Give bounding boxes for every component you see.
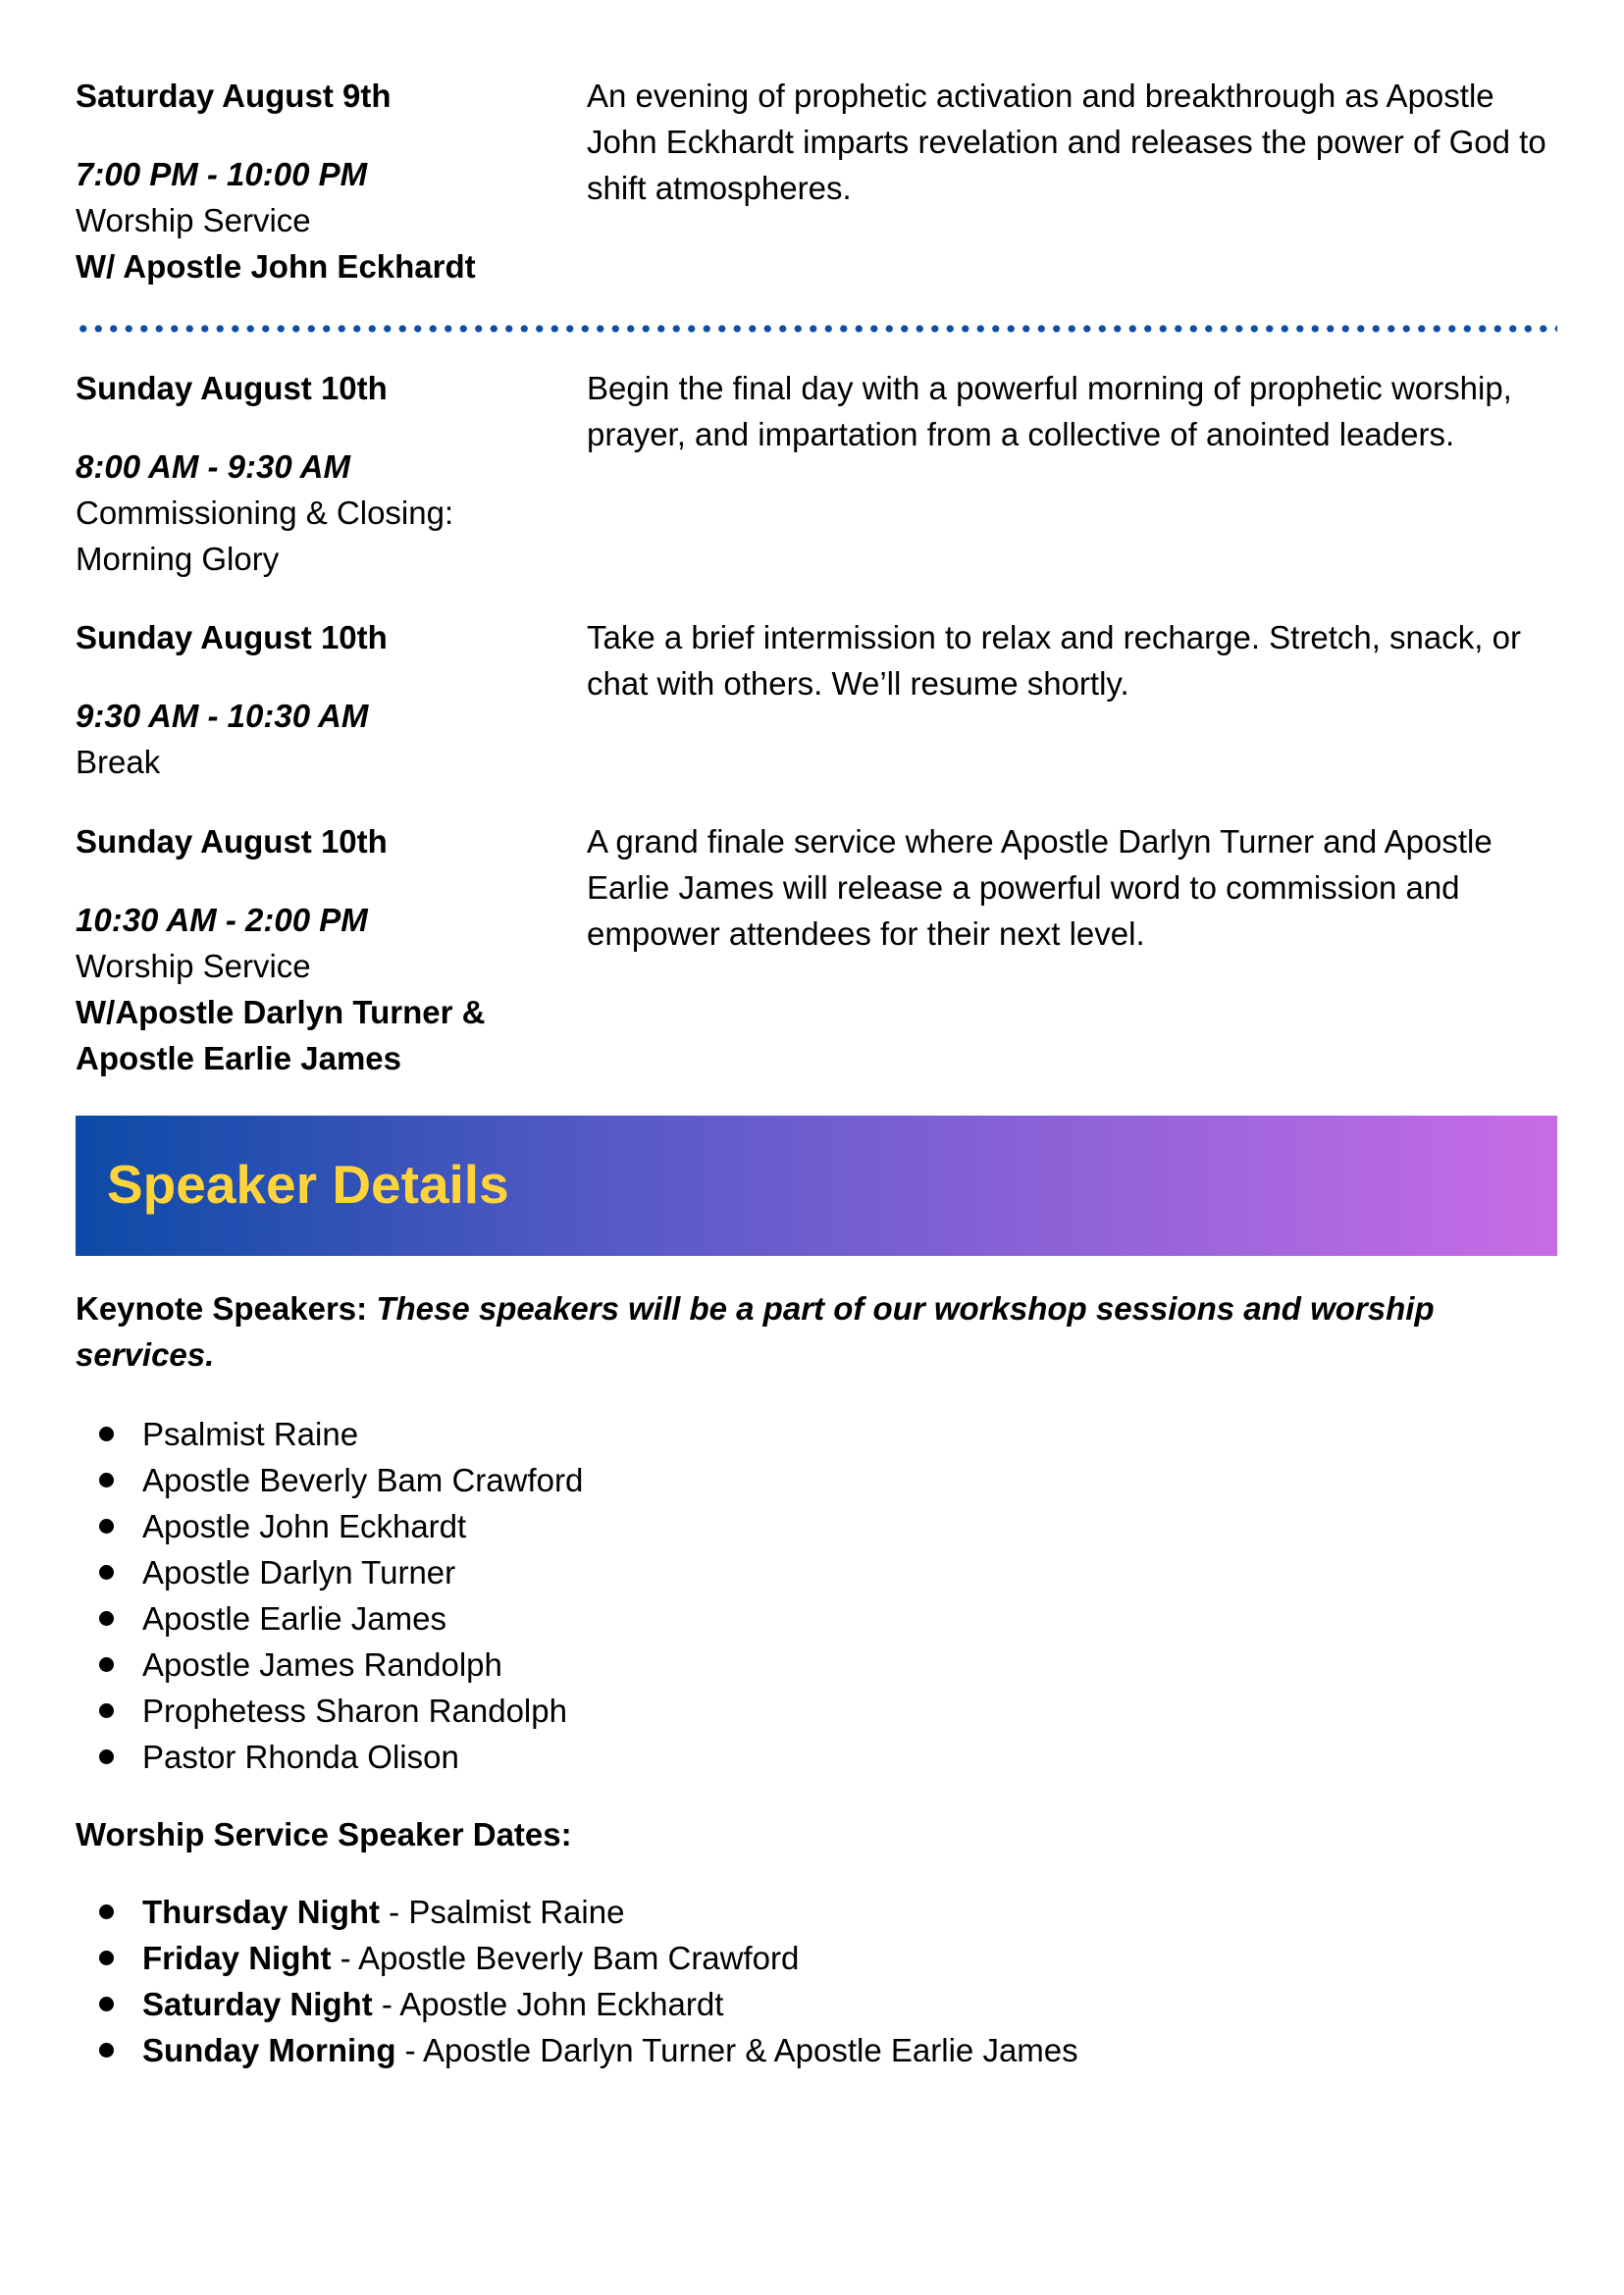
service-speaker: - Psalmist Raine xyxy=(380,1894,625,1930)
list-item xyxy=(76,1457,583,1503)
session-block xyxy=(76,818,1557,1081)
speaker-name: Apostle Beverly Bam Crawford xyxy=(142,1462,584,1498)
session-info xyxy=(76,365,586,582)
session-title: Break xyxy=(76,744,161,780)
list-item xyxy=(76,1981,1078,2027)
speaker-name: Psalmist Raine xyxy=(142,1416,359,1452)
list-item xyxy=(76,1595,583,1642)
session-time: 9:30 AM - 10:30 AM xyxy=(76,698,369,734)
keynote-speaker-list xyxy=(76,1411,583,1780)
session-info xyxy=(76,614,586,785)
session-speaker: W/Apostle Darlyn Turner & xyxy=(76,994,486,1030)
keynote-label: Keynote Speakers: xyxy=(76,1290,368,1327)
list-item xyxy=(76,1411,583,1457)
session-time: 10:30 AM - 2:00 PM xyxy=(76,902,368,938)
section-heading: Speaker Details xyxy=(107,1154,509,1215)
session-day: Saturday August 9th xyxy=(76,78,392,114)
session-title: Worship Service xyxy=(76,948,311,984)
session-description: A grand finale service where Apostle Darlyn Turner and Apostle Earlie James will release a powerful word to commission and empower attendees for their next level. xyxy=(587,823,1493,952)
bullet-icon xyxy=(99,1565,114,1580)
worship-dates-list xyxy=(76,1889,1078,2073)
speaker-name: Pastor Rhonda Olison xyxy=(142,1739,459,1775)
list-item xyxy=(76,1734,583,1780)
bullet-icon xyxy=(99,1703,114,1718)
session-title: Commissioning & Closing: xyxy=(76,495,454,531)
session-speaker: W/ Apostle John Eckhardt xyxy=(76,248,476,285)
service-night: Friday Night xyxy=(142,1940,332,1976)
session-block xyxy=(76,614,1557,785)
list-item xyxy=(76,1935,1078,1981)
service-speaker: - Apostle Beverly Bam Crawford xyxy=(331,1940,800,1976)
bullet-icon xyxy=(99,1427,114,1441)
bullet-icon xyxy=(99,1904,114,1919)
service-night: Thursday Night xyxy=(142,1894,381,1930)
session-title: Worship Service xyxy=(76,202,311,238)
service-speaker: - Apostle Darlyn Turner & Apostle Earlie James xyxy=(395,2032,1078,2068)
session-day: Sunday August 10th xyxy=(76,370,388,406)
list-item xyxy=(76,1642,583,1688)
dotted-divider xyxy=(76,324,1557,334)
service-night: Sunday Morning xyxy=(142,2032,396,2068)
service-night: Saturday Night xyxy=(142,1986,373,2022)
session-block xyxy=(76,73,1557,289)
bullet-icon xyxy=(99,1749,114,1764)
bullet-icon xyxy=(99,1519,114,1534)
session-description: Begin the final day with a powerful morning of prophetic worship, prayer, and impartation from a collective of anointed leaders. xyxy=(587,370,1512,452)
list-item xyxy=(76,1549,583,1595)
speaker-name: Apostle Darlyn Turner xyxy=(142,1554,456,1591)
keynote-note: These speakers will be a part of our workshop sessions and worship services. xyxy=(76,1290,1435,1373)
service-speaker: - Apostle John Eckhardt xyxy=(372,1986,724,2022)
list-item xyxy=(76,1503,583,1549)
session-time: 7:00 PM - 10:00 PM xyxy=(76,156,368,192)
session-title: Morning Glory xyxy=(76,541,280,577)
section-banner xyxy=(76,1116,1557,1256)
list-item xyxy=(76,2027,1078,2073)
session-day: Sunday August 10th xyxy=(76,619,388,655)
bullet-icon xyxy=(99,1997,114,2011)
bullet-icon xyxy=(99,1951,114,1965)
bullet-icon xyxy=(99,1473,114,1487)
session-info xyxy=(76,818,586,1081)
session-speaker: Apostle Earlie James xyxy=(76,1040,401,1076)
session-description: An evening of prophetic activation and breakthrough as Apostle John Eckhardt imparts revelation and releases the power of God to shift atmospheres. xyxy=(587,78,1546,206)
session-info xyxy=(76,73,586,289)
speaker-name: Apostle John Eckhardt xyxy=(142,1508,467,1544)
session-block xyxy=(76,365,1557,582)
list-item xyxy=(76,1889,1078,1935)
bullet-icon xyxy=(99,1657,114,1672)
speaker-name: Apostle James Randolph xyxy=(142,1646,502,1683)
bullet-icon xyxy=(99,2043,114,2058)
speaker-name: Apostle Earlie James xyxy=(142,1600,446,1637)
session-description: Take a brief intermission to relax and recharge. Stretch, snack, or chat with others. We’ll resume shortly. xyxy=(587,619,1521,702)
keynote-intro xyxy=(76,1285,1557,1378)
session-time: 8:00 AM - 9:30 AM xyxy=(76,448,350,485)
worship-dates-title: Worship Service Speaker Dates: xyxy=(76,1816,572,1852)
session-day: Sunday August 10th xyxy=(76,823,388,860)
bullet-icon xyxy=(99,1611,114,1626)
speaker-name: Prophetess Sharon Randolph xyxy=(142,1693,567,1729)
list-item xyxy=(76,1688,583,1734)
